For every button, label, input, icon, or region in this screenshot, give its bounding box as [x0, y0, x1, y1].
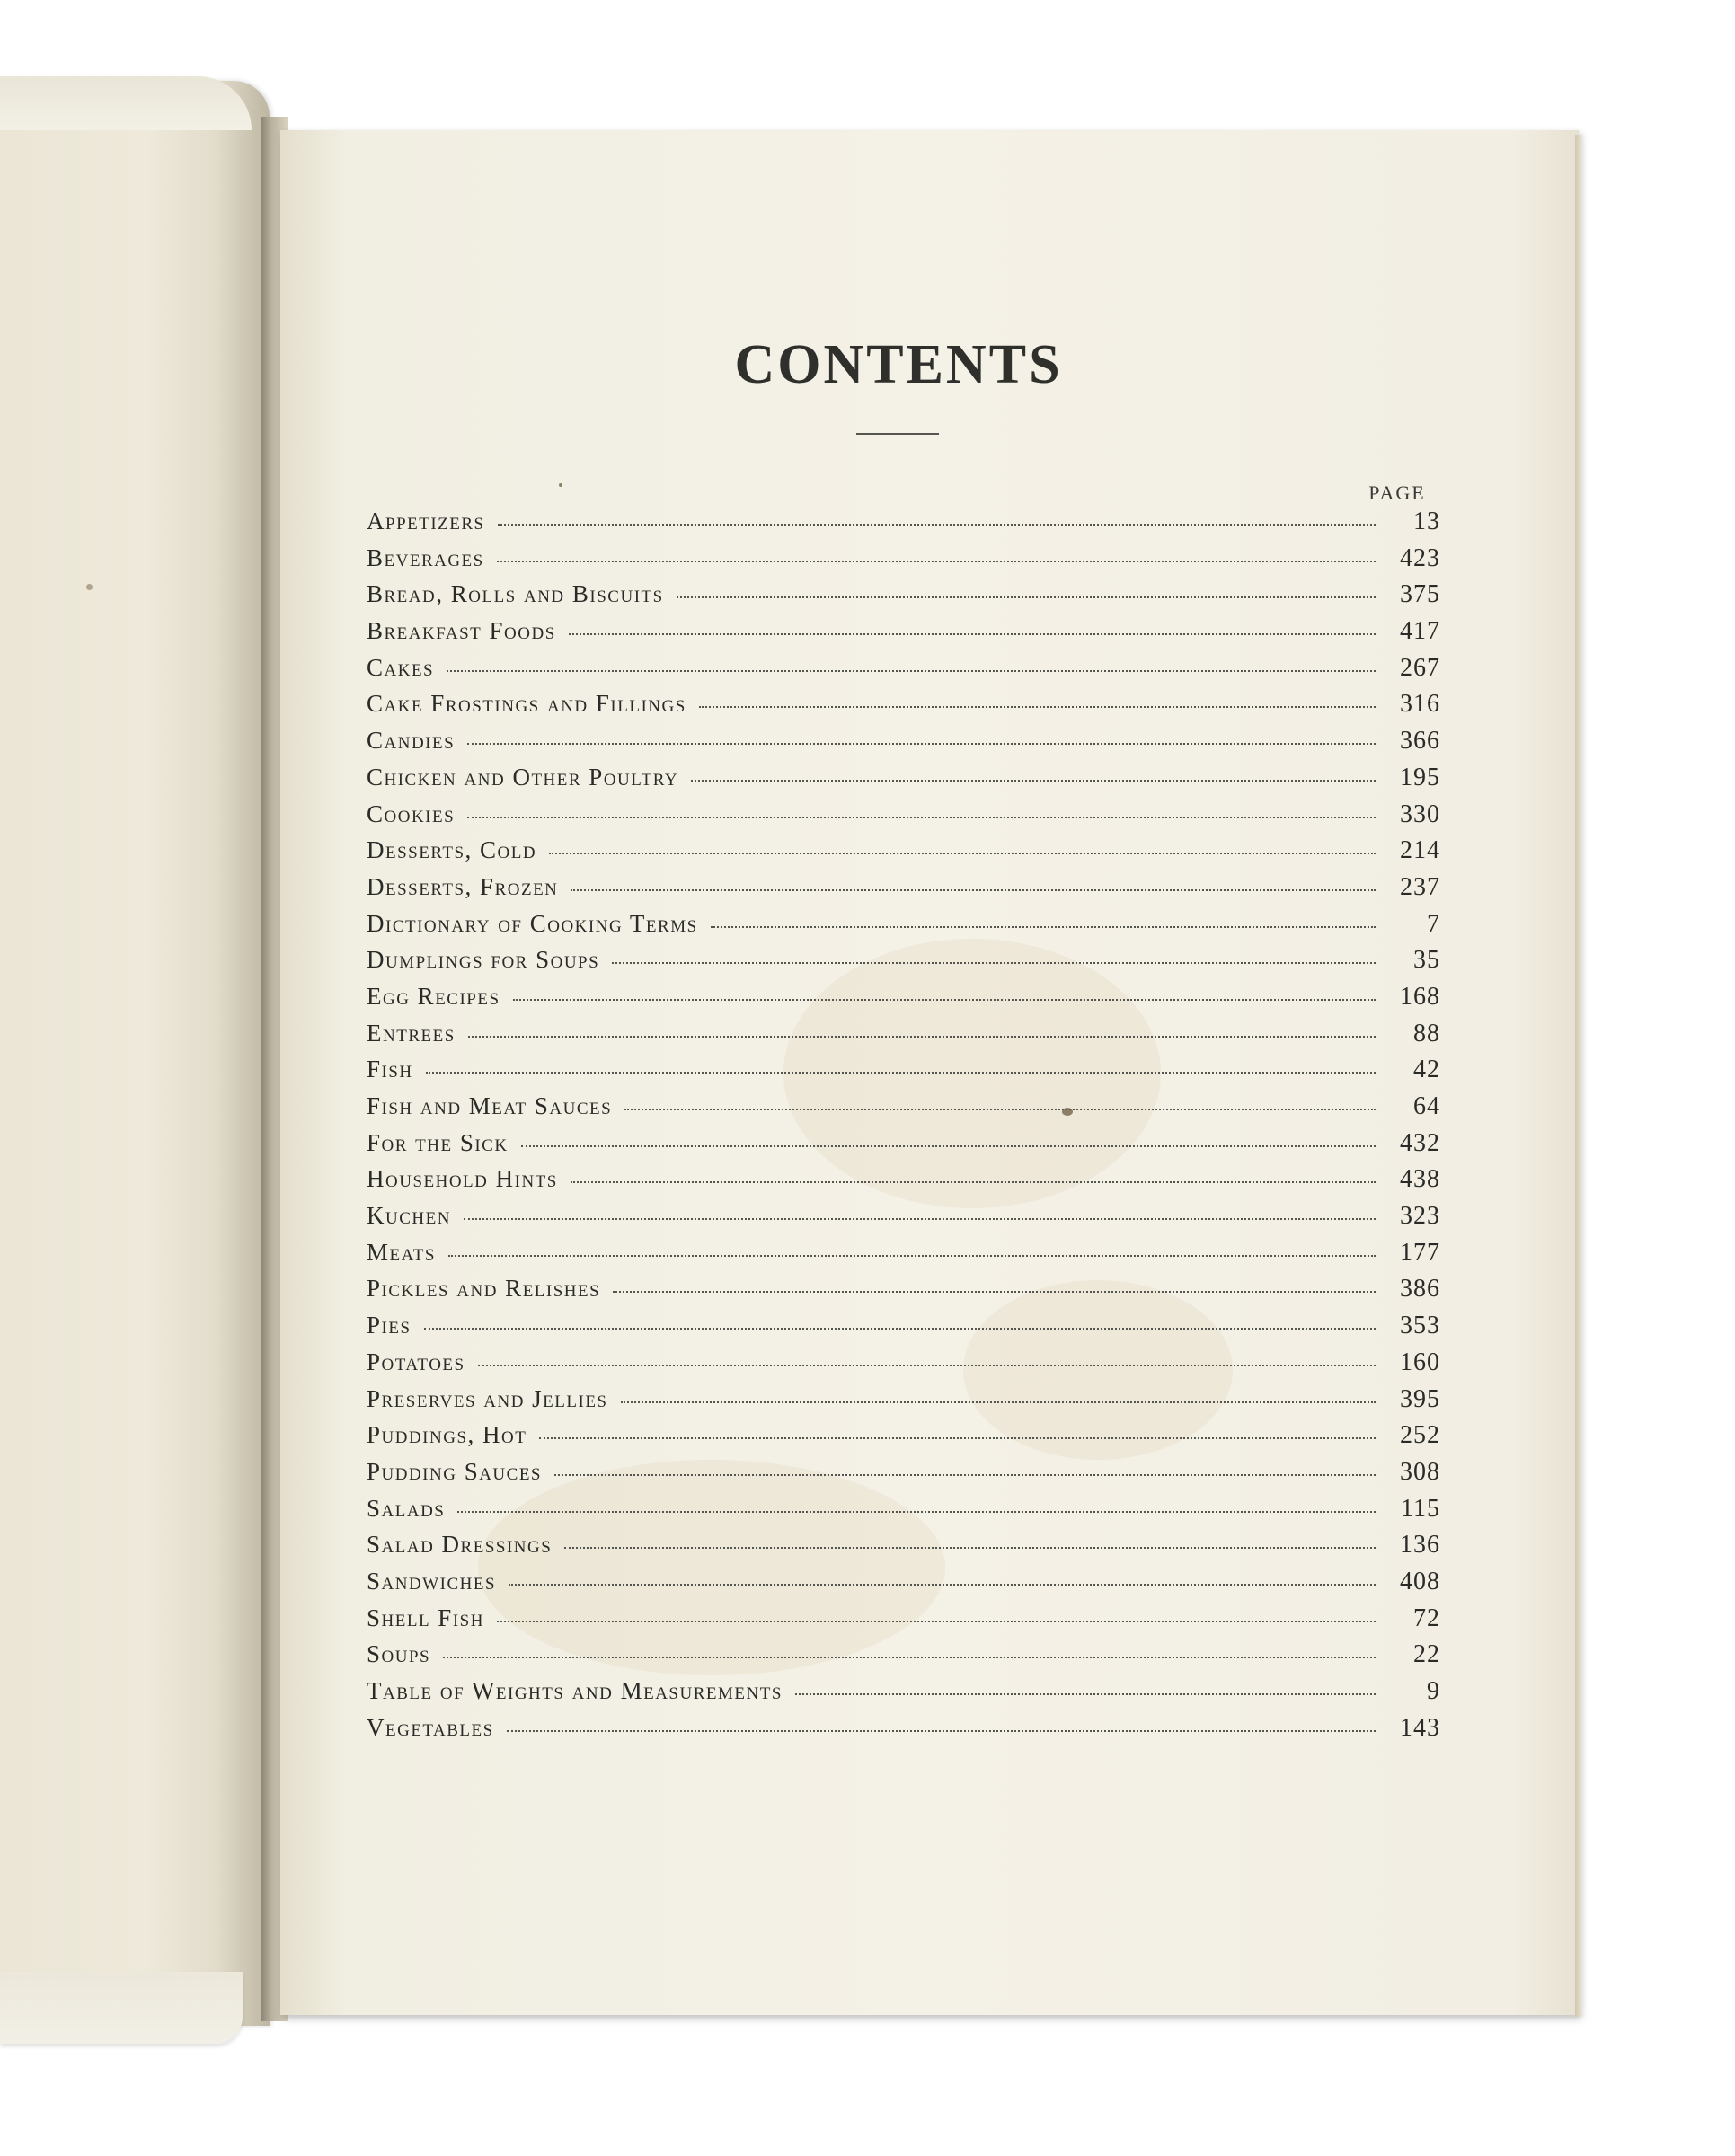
toc-entry-title: Puddings, Hot	[367, 1421, 527, 1449]
toc-entry	[367, 1458, 1440, 1495]
toc-entry-title: For the Sick	[367, 1128, 509, 1156]
dot-leader	[521, 1144, 1376, 1147]
toc-entry-page: 214	[1400, 836, 1440, 865]
page-speck	[86, 584, 93, 590]
toc-entry-title: Table of Weights and Measurements	[367, 1677, 783, 1704]
toc-entry-title: Potatoes	[367, 1348, 465, 1375]
toc-entry-page: 408	[1400, 1567, 1440, 1595]
toc-entry	[367, 1129, 1440, 1166]
toc-entry-page: 323	[1400, 1202, 1440, 1231]
dot-leader	[507, 1728, 1376, 1732]
toc-entry-title: Cake Frostings and Fillings	[367, 690, 686, 718]
toc-entry-title: Kuchen	[367, 1202, 451, 1230]
toc-entry-title: Dumplings for Soups	[367, 946, 600, 974]
dot-leader	[478, 1363, 1376, 1366]
page-edge	[1575, 135, 1582, 2017]
toc-entry-page: 423	[1400, 543, 1440, 572]
dot-leader	[621, 1400, 1376, 1403]
toc-entry	[367, 508, 1440, 544]
toc-entry	[367, 544, 1440, 581]
dot-leader	[554, 1472, 1376, 1476]
toc-entry	[367, 836, 1440, 873]
toc-entry-title: Bread, Rolls and Biscuits	[367, 580, 664, 608]
toc-entry-page: 13	[1413, 508, 1440, 535]
toc-entry	[367, 800, 1440, 837]
toc-entry-title: Vegetables	[367, 1713, 494, 1741]
toc-entry	[367, 1677, 1440, 1714]
toc-entry-page: 136	[1400, 1531, 1440, 1560]
toc-entry	[367, 1604, 1440, 1641]
toc-entry	[367, 1348, 1440, 1385]
dot-leader	[564, 1545, 1376, 1549]
toc-entry	[367, 1640, 1440, 1677]
dot-leader	[624, 1107, 1376, 1110]
dot-leader	[711, 924, 1376, 928]
toc-entry-page: 267	[1400, 653, 1440, 682]
toc-entry-page: 64	[1413, 1092, 1440, 1120]
toc-entry-page: 375	[1400, 580, 1440, 609]
page-column-label: PAGE	[1368, 482, 1426, 504]
dot-leader	[443, 1655, 1376, 1658]
dot-leader	[677, 595, 1376, 598]
toc-entry-title: Meats	[367, 1238, 436, 1266]
toc-entry	[367, 873, 1440, 910]
toc-entry-title: Cookies	[367, 800, 456, 827]
dot-leader	[426, 1070, 1376, 1074]
toc-entry-title: Chicken and Other Poultry	[367, 763, 679, 791]
dot-leader	[497, 1619, 1376, 1622]
contents-list	[367, 508, 1440, 1750]
toc-entry-page: 432	[1400, 1128, 1440, 1157]
dot-leader	[498, 522, 1376, 526]
toc-entry-page: 438	[1400, 1165, 1440, 1194]
toc-entry	[367, 946, 1440, 983]
toc-entry-title: Candies	[367, 727, 456, 755]
toc-entry-page: 395	[1400, 1384, 1440, 1413]
dot-leader	[467, 815, 1376, 818]
toc-entry	[367, 1020, 1440, 1056]
toc-entry	[367, 983, 1440, 1020]
left-page-curl-bottom	[0, 1972, 243, 2044]
toc-entry-title: Soups	[367, 1640, 431, 1668]
dot-leader	[549, 851, 1376, 854]
toc-entry-page: 330	[1400, 800, 1440, 828]
toc-entry-page: 417	[1400, 617, 1440, 646]
dot-leader	[795, 1692, 1376, 1695]
dot-leader	[571, 888, 1376, 891]
toc-entry	[367, 1714, 1440, 1751]
left-page-curl-top	[0, 76, 252, 130]
dot-leader	[699, 704, 1376, 708]
toc-entry-page: 35	[1413, 946, 1440, 975]
toc-entry-title: Desserts, Frozen	[367, 872, 559, 900]
toc-entry-title: Salads	[367, 1494, 446, 1522]
toc-entry-title: Pies	[367, 1312, 412, 1339]
toc-entry-title: Cakes	[367, 653, 435, 681]
toc-entry-page: 88	[1413, 1019, 1440, 1047]
toc-entry	[367, 1531, 1440, 1568]
toc-entry-title: Fish	[367, 1056, 413, 1083]
dot-leader	[497, 559, 1376, 562]
dot-leader	[468, 1034, 1376, 1038]
toc-entry	[367, 1421, 1440, 1458]
toc-entry-title: Pudding Sauces	[367, 1457, 543, 1485]
toc-entry-page: 353	[1400, 1312, 1440, 1340]
toc-entry-page: 316	[1400, 690, 1440, 719]
page-speck	[559, 483, 562, 487]
toc-entry-page: 195	[1400, 763, 1440, 791]
toc-entry	[367, 1165, 1440, 1202]
toc-entry-page: 7	[1427, 909, 1440, 938]
toc-entry-title: Breakfast Foods	[367, 617, 556, 645]
dot-leader	[424, 1326, 1376, 1330]
toc-entry	[367, 1385, 1440, 1422]
dot-leader	[571, 1180, 1376, 1183]
dot-leader	[457, 1509, 1376, 1513]
toc-entry	[367, 617, 1440, 654]
toc-entry-title: Dictionary of Cooking Terms	[367, 909, 698, 937]
toc-entry	[367, 1495, 1440, 1532]
toc-entry	[367, 910, 1440, 947]
dot-leader	[612, 960, 1376, 964]
toc-entry-title: Entrees	[367, 1019, 456, 1047]
toc-entry-page: 22	[1413, 1640, 1440, 1669]
toc-entry	[367, 1239, 1440, 1276]
toc-entry-page: 42	[1413, 1056, 1440, 1084]
toc-entry-page: 308	[1400, 1457, 1440, 1486]
toc-entry-title: Shell Fish	[367, 1604, 484, 1631]
toc-entry	[367, 764, 1440, 800]
toc-entry-page: 72	[1413, 1604, 1440, 1632]
toc-entry-title: Salad Dressings	[367, 1531, 553, 1559]
toc-entry-page: 168	[1400, 982, 1440, 1011]
dot-leader	[613, 1289, 1376, 1293]
toc-entry	[367, 1312, 1440, 1348]
toc-entry	[367, 580, 1440, 617]
dot-leader	[509, 1582, 1376, 1586]
title-rule	[856, 433, 939, 435]
dot-leader	[569, 632, 1376, 635]
toc-entry-title: Sandwiches	[367, 1567, 497, 1595]
dot-leader	[448, 1253, 1376, 1257]
toc-entry-page: 160	[1400, 1348, 1440, 1376]
toc-entry-title: Fish and Meat Sauces	[367, 1092, 613, 1119]
dot-leader	[464, 1216, 1376, 1220]
toc-entry-page: 237	[1400, 872, 1440, 901]
toc-entry-title: Egg Recipes	[367, 982, 500, 1010]
toc-entry-title: Beverages	[367, 543, 484, 571]
dot-leader	[539, 1436, 1376, 1439]
dot-leader	[447, 668, 1376, 672]
toc-entry-title: Pickles and Relishes	[367, 1275, 601, 1303]
toc-entry	[367, 690, 1440, 727]
toc-entry-page: 177	[1400, 1238, 1440, 1267]
toc-entry	[367, 1275, 1440, 1312]
toc-entry-page: 386	[1400, 1275, 1440, 1303]
toc-entry	[367, 1202, 1440, 1239]
toc-entry-title: Household Hints	[367, 1165, 558, 1193]
toc-entry	[367, 654, 1440, 691]
dot-leader	[513, 997, 1376, 1001]
toc-entry	[367, 1092, 1440, 1129]
dot-leader	[467, 741, 1376, 745]
toc-entry	[367, 1568, 1440, 1604]
dot-leader	[691, 778, 1376, 782]
toc-entry-page: 143	[1400, 1713, 1440, 1742]
toc-entry-page: 9	[1427, 1677, 1440, 1705]
page-title: CONTENTS	[734, 334, 1063, 395]
toc-entry-page: 252	[1400, 1421, 1440, 1450]
toc-entry-title: Appetizers	[367, 508, 485, 535]
toc-entry-title: Desserts, Cold	[367, 836, 537, 864]
toc-entry-page: 115	[1401, 1494, 1440, 1523]
toc-entry-page: 366	[1400, 727, 1440, 755]
toc-entry	[367, 727, 1440, 764]
toc-entry	[367, 1056, 1440, 1092]
toc-entry-title: Preserves and Jellies	[367, 1384, 608, 1412]
